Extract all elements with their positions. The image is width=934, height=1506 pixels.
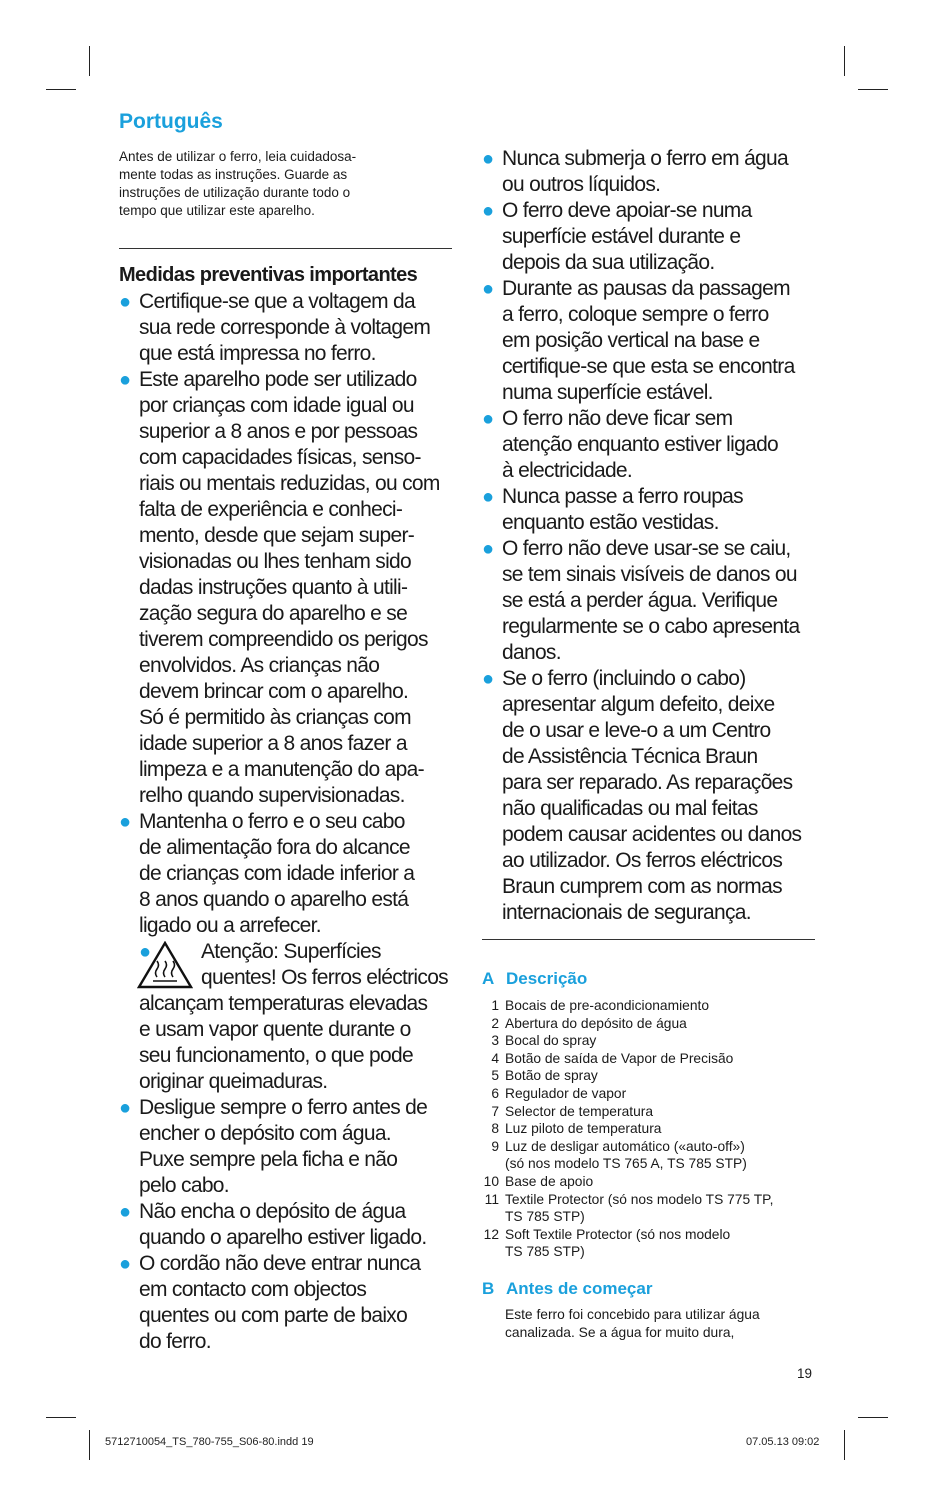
text-line: (só nos modelo TS 765 A, TS 785 STP) (505, 1156, 747, 1172)
text-line: relho quando supervisionadas. (139, 784, 405, 807)
text-line: mento, desde que sejam super- (139, 524, 415, 547)
text-line: de Assistência Técnica Braun (502, 745, 758, 768)
text-line: que está impressa no ferro. (139, 342, 376, 365)
text-line: em contacto com objectos (139, 1278, 367, 1301)
item-number: 6 (491, 1085, 499, 1101)
description-item (482, 1032, 818, 1050)
crop-mark (46, 1417, 76, 1418)
text-line: atenção enquanto estiver ligado (502, 433, 779, 456)
text-line: depois da sua utilização. (502, 251, 715, 274)
item-number: 9 (491, 1138, 499, 1154)
left-column (119, 110, 455, 1355)
text-line: seu funcionamento, o que pode (139, 1044, 413, 1067)
bullet-icon: ● (482, 148, 494, 170)
bullet-icon: ● (482, 538, 494, 560)
bullet-icon: ● (482, 486, 494, 508)
description-item (482, 1085, 818, 1103)
bullet-icon: ● (119, 291, 131, 313)
bullet-icon: ● (119, 1253, 131, 1275)
precautions-list-left-after (119, 1095, 455, 1355)
text-line: riais ou mentais reduzidas, ou com (139, 472, 440, 495)
text-line: Antes de utilizar o ferro, leia cuidadosa- (119, 149, 357, 164)
list-item (119, 809, 455, 939)
text-line: Regulador de vapor (505, 1085, 627, 1101)
bullet-icon: ● (119, 369, 131, 391)
description-item (482, 1120, 818, 1138)
crop-mark (858, 1417, 888, 1418)
divider (482, 939, 815, 940)
text-line: limpeza e a manutenção do apa- (139, 758, 424, 781)
item-number: 4 (491, 1050, 499, 1066)
item-number: 10 (483, 1173, 499, 1189)
text-line: do ferro. (139, 1330, 211, 1353)
text-line: Selector de temperatura (505, 1103, 654, 1119)
text-line: Puxe sempre pela ficha e não (139, 1148, 398, 1171)
item-number: 1 (491, 998, 499, 1013)
text-line: superfície estável durante e (502, 225, 741, 248)
text-line: Durante as pausas da passagem (502, 277, 790, 300)
text-line: Luz de desligar automático («auto-off») (505, 1138, 745, 1154)
bullet-icon: ● (482, 668, 494, 690)
text-line: devem brincar com o aparelho. (139, 680, 409, 703)
item-number: 8 (491, 1121, 499, 1137)
bullet-icon: ● (119, 1201, 131, 1223)
text-line: não qualificadas ou mal feitas (502, 797, 758, 820)
text-line: O ferro deve apoiar-se numa (502, 199, 752, 222)
text-line: internacionais de segurança. (502, 901, 751, 924)
bullet-icon: ● (482, 278, 494, 300)
crop-mark (46, 89, 76, 90)
text-line: certifique-se que esta se encontra (502, 355, 795, 378)
text-line: Bocais de pre-acondicionamiento (505, 998, 710, 1013)
description-item (482, 1015, 818, 1033)
list-item (119, 1095, 455, 1199)
text-line: quando o aparelho estiver ligado. (139, 1226, 427, 1249)
text-line: 8 anos quando o aparelho está (139, 888, 409, 911)
text-line: com capacidades físicas, senso- (139, 446, 421, 469)
description-item (482, 1067, 818, 1085)
text-line: Nunca submerja o ferro em água (502, 147, 788, 170)
section-b-paragraph (482, 1306, 818, 1341)
text-line: idade superior a 8 anos fazer a (139, 732, 407, 755)
text-line: ligado ou a arrefecer. (139, 914, 321, 937)
text-line: tiverem compreendido os perigos (139, 628, 428, 651)
list-item (482, 406, 818, 484)
text-line: Mantenha o ferro e o seu cabo (139, 810, 405, 833)
list-item (482, 198, 818, 276)
text-line: ou outros líquidos. (502, 173, 661, 196)
text-line: dadas instruções quanto à utili- (139, 576, 408, 599)
text-line: de alimentação fora do alcance (139, 836, 410, 859)
crop-mark (844, 46, 845, 76)
text-line: Braun cumprem com as normas (502, 875, 782, 898)
language-title: Português (119, 110, 223, 133)
text-line: Soft Textile Protector (só nos modelo (505, 1226, 731, 1242)
text-line: Abertura do depósito de água (505, 1015, 687, 1031)
text-line: visionadas ou lhes tenham sido (139, 550, 412, 573)
text-line: originar queimaduras. (139, 1070, 328, 1093)
text-line: de crianças com idade inferior a (139, 862, 415, 885)
text-line: O ferro não deve ficar sem (502, 407, 733, 430)
text-line: Nunca passe a ferro roupas (502, 485, 743, 508)
text-line: quentes ou com parte de baixo (139, 1304, 408, 1327)
text-line: pelo cabo. (139, 1174, 229, 1197)
footer-date: 07.05.13 09:02 (746, 1436, 820, 1448)
description-item (482, 1138, 818, 1173)
text-line: se tem sinais visíveis de danos ou (502, 563, 797, 586)
precautions-list-left (119, 289, 455, 939)
text-line: apresentar algum defeito, deixe (502, 693, 775, 716)
list-item (482, 276, 818, 406)
text-line: tempo que utilizar este aparelho. (119, 203, 315, 218)
description-item (482, 1050, 818, 1068)
bullet-icon: ● (119, 811, 131, 833)
description-item (482, 997, 818, 1015)
text-line: se está a perder água. Verifique (502, 589, 778, 612)
text-line: regularmente se o cabo apresenta (502, 615, 800, 638)
item-number: 7 (491, 1103, 499, 1119)
text-line: numa superfície estável. (502, 381, 713, 404)
text-line: zação segura do aparelho e se (139, 602, 408, 625)
text-line: em posição vertical na base e (502, 329, 760, 352)
intro-paragraph (119, 148, 455, 220)
list-item (482, 146, 818, 198)
precautions-list-right (482, 146, 818, 926)
description-list (482, 997, 818, 1261)
text-line: à electricidade. (502, 459, 633, 482)
text-line: Botão de saída de Vapor de Precisão (505, 1050, 734, 1066)
text-line: Certifique-se que a voltagem da (139, 290, 415, 313)
text-line: Atenção: Superfícies (201, 940, 381, 963)
right-column (482, 146, 818, 1341)
section-title-precautions: Medidas preventivas importantes (119, 264, 418, 286)
section-b-title: B Antes de começar (482, 1278, 653, 1298)
page-number: 19 (797, 1366, 813, 1381)
text-line: Desligue sempre o ferro antes de (139, 1096, 428, 1119)
text-line: mente todas as instruções. Guarde as (119, 167, 348, 182)
list-item (119, 367, 455, 809)
text-line: Este ferro foi concebido para utilizar água (505, 1306, 760, 1322)
list-item (119, 1251, 455, 1355)
text-line: Só é permitido às crianças com (139, 706, 411, 729)
text-line: alcançam temperaturas elevadas (139, 992, 428, 1015)
text-line: a ferro, coloque sempre o ferro (502, 303, 769, 326)
list-item (482, 484, 818, 536)
text-line: superior a 8 anos e por pessoas (139, 420, 418, 443)
text-line: e usam vapor quente durante o (139, 1018, 411, 1041)
text-line: canalizada. Se a água for muito dura, (505, 1324, 735, 1340)
item-number: 3 (491, 1033, 499, 1049)
crop-mark (89, 1430, 90, 1460)
crop-mark (89, 46, 90, 76)
text-line: Este aparelho pode ser utilizado (139, 368, 417, 391)
text-line: instruções de utilização durante todo o (119, 185, 351, 200)
text-line: envolvidos. As crianças não (139, 654, 380, 677)
text-line: para ser reparado. As reparações (502, 771, 793, 794)
text-line: enquanto estão vestidas. (502, 511, 719, 534)
text-line: TS 785 STP) (505, 1244, 585, 1260)
text-line: encher o depósito com água. (139, 1122, 391, 1145)
text-line: quentes! Os ferros eléctricos (201, 966, 448, 989)
text-line: falta de experiência e conheci- (139, 498, 403, 521)
bullet-icon: ● (482, 200, 494, 222)
text-line: Textile Protector (só nos modelo TS 775 TP, (505, 1191, 774, 1207)
text-line: Bocal do spray (505, 1033, 597, 1049)
list-item (119, 1199, 455, 1251)
text-line: Botão de spray (505, 1068, 598, 1084)
text-line: ao utilizador. Os ferros eléctricos (502, 849, 783, 872)
text-line: Luz piloto de temperatura (505, 1121, 662, 1137)
item-number: 5 (491, 1068, 499, 1084)
text-line: de o usar e leve-o a um Centro (502, 719, 771, 742)
text-line: O ferro não deve usar-se se caiu, (502, 537, 791, 560)
text-line: Se o ferro (incluindo o cabo) (502, 667, 746, 690)
text-line: sua rede corresponde à voltagem (139, 316, 431, 339)
text-line: Base de apoio (505, 1173, 594, 1189)
item-number: 11 (484, 1191, 499, 1207)
list-item (119, 289, 455, 367)
text-line: O cordão não deve entrar nunca (139, 1252, 421, 1275)
list-item (482, 666, 818, 926)
description-item (482, 1173, 818, 1191)
text-line: TS 785 STP) (505, 1209, 585, 1225)
description-item (482, 1103, 818, 1121)
description-item (482, 1226, 818, 1261)
item-number: 2 (491, 1015, 499, 1031)
footer-file-info: 5712710054_TS_780-755_S06-80.indd 19 (105, 1436, 314, 1448)
crop-mark (844, 1430, 845, 1460)
bullet-icon: ● (119, 1097, 131, 1119)
text-line: danos. (502, 641, 561, 664)
section-a-title: A Descrição (482, 969, 588, 988)
text-line: podem causar acidentes ou danos (502, 823, 802, 846)
text-line: por crianças com idade igual ou (139, 394, 414, 417)
list-item (482, 536, 818, 666)
warning-item: ● Atenção: Superfícies quentes! Os ferros eléctricos alcançam temperaturas elevadas e usam vapor quente durante o seu funcionamento, o que pode originar queimaduras. (119, 939, 455, 1121)
crop-mark (858, 89, 888, 90)
description-item (482, 1191, 818, 1226)
text-line: Não encha o depósito de água (139, 1200, 406, 1223)
bullet-icon: ● (482, 408, 494, 430)
item-number: 12 (483, 1226, 499, 1242)
divider (119, 248, 452, 249)
